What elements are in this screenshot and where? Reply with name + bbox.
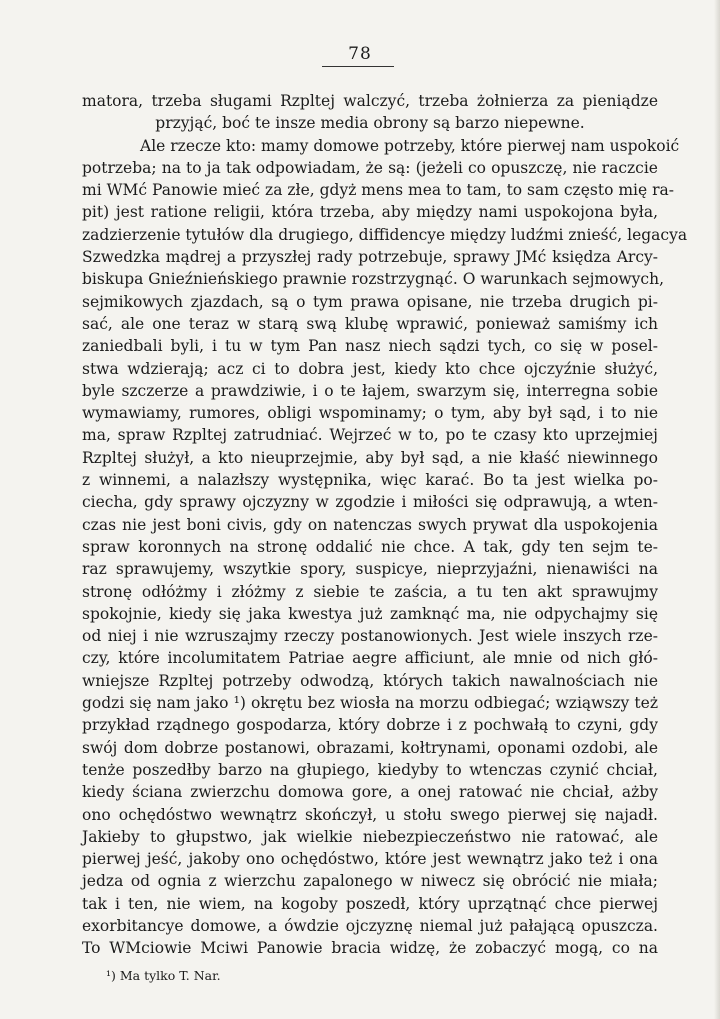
text-line: biskupa Gnieźnieńskiego prawnie rozstrzygnąć. O warunkach sejmowych, <box>82 270 665 289</box>
text-line: Rzpltej służył, a kto nieuprzejmie, aby był sąd, a nie kłaść niewinnego <box>82 448 658 467</box>
text-line: potrzeba; na to ja tak odpowiadam, że są: (jeżeli co opuszczę, nie raczcie <box>82 158 658 177</box>
text-line: To WMciowie Mciwi Panowie bracia widzę, że zobaczyć mogą, co na <box>82 939 658 958</box>
text-line: przyjąć, boć te insze media obrony są barzo niepewne. <box>155 114 585 133</box>
text-line: Szwedzka mądrej a przyszłej rady potrzebuje, sprawy JMć księdza Arcy- <box>82 248 658 267</box>
text-line: tak i ten, nie wiem, na kogoby poszedł, który uprzątnąć chce pierwej <box>82 894 658 913</box>
text-line: matora, trzeba sługami Rzpltej walczyć, trzeba żołnierza za pieniądze <box>82 92 658 110</box>
text-line: przykład rządnego gospodarza, który dobrze i z pochwałą to czyni, gdy <box>82 716 658 735</box>
text-line: swój dom dobrze postanowi, obrazami, kołtrynami, oponami ozdobi, ale <box>82 738 658 757</box>
text-line: spokojnie, kiedy się jaka kwestya już zamknąć ma, nie odpychajmy się <box>82 604 658 623</box>
text-line: zaniedbali byli, i tu w tym Pan nasz niech sądzi tych, co się w posel- <box>82 337 658 356</box>
text-line: wymawiamy, rumores, obligi wspominamy; o tym, aby był sąd, i to nie <box>82 404 658 423</box>
text-line: wniejsze Rzpltej potrzeby odwodzą, których takich nawalnościach nie <box>82 671 658 690</box>
text-line: czas nie jest boni civis, gdy on natenczas swych prywat dla uspokojenia <box>82 515 658 534</box>
text-line: kiedy ściana zwierzchu domowa gore, a onej ratować nie chciał, ażby <box>82 783 658 802</box>
text-line: stwa wdzierają; acz ci to dobra jest, kiedy kto chce ojczyźnie służyć, <box>82 359 658 378</box>
text-line: Ale rzecze kto: mamy domowe potrzeby, które pierwej nam uspokoić <box>140 136 680 155</box>
text-line: stronę odłóżmy i złóżmy z siebie te zaścia, a tu ten akt sprawujmy <box>82 582 658 601</box>
text-line: mi WMć Panowie mieć za złe, gdyż mens mea to tam, to sam często mię ra- <box>82 181 674 200</box>
text-line: pierwej jeść, jakoby ono ochędóstwo, które jest wewnątrz jako też i ona <box>82 850 658 869</box>
text-line: pit) jest ratione religii, która trzeba, aby między nami uspokojona była, <box>82 203 658 222</box>
text-line: godzi się nam jako ¹) okrętu bez wiosła na morzu odbiegać; wziąwszy też <box>82 694 658 713</box>
text-line: z winnemi, a nalazłszy występnika, więc karać. Bo ta jest wielka po- <box>82 471 658 490</box>
text-line: czy, które incolumitatem Patriae aegre afficiunt, ale mnie od nich głó- <box>82 649 658 668</box>
text-line: tenże poszedłby barzo na głupiego, kiedyby to wtenczas czynić chciał, <box>82 760 658 779</box>
text-line: ono ochędóstwo wewnątrz skończył, u stołu swego pierwej się najadł. <box>82 805 658 824</box>
text-line: jedza od ognia z wierzchu zapalonego w niwecz się obrócić nie miała; <box>82 872 658 891</box>
text-line: od niej i nie wzruszajmy rzeczy postanowionych. Jest wiele inszych rze- <box>82 627 658 646</box>
text-line: spraw koronnych na stronę oddalić nie chce. A tak, gdy ten sejm te- <box>82 537 658 556</box>
text-line: ciecha, gdy sprawy ojczyzny w zgodzie i miłości się odprawują, a wten- <box>82 493 658 512</box>
header-rule <box>322 66 394 67</box>
text-line: raz sprawujemy, wszytkie spory, suspicye, nieprzyjaźni, nienawiści na <box>82 560 658 579</box>
footnote: ¹) Ma tylko T. Nar. <box>106 968 221 983</box>
text-line: ma, spraw Rzpltej zatrudniać. Wejrzeć w to, po te czasy kto uprzejmiej <box>82 426 658 445</box>
text-line: exorbitancye domowe, a ówdzie ojczyznę niemal już pałającą opuszcza. <box>82 916 658 935</box>
text-line: sejmikowych zjazdach, są o tym prawa opisane, nie trzeba drugich pi- <box>82 292 658 311</box>
text-line: Jakieby to głupstwo, jak wielkie niebezpieczeństwo nie ratować, ale <box>82 827 658 846</box>
text-line: zadzierzenie tytułów dla drugiego, diffidencye między ludźmi znieść, legacya <box>82 225 688 244</box>
text-line: sać, ale one teraz w starą swą klubę wprawić, ponieważ samiśmy ich <box>82 314 658 333</box>
page-edge-shadow <box>714 0 720 1019</box>
body-text <box>82 90 688 960</box>
page-number: 78 <box>348 44 372 64</box>
text-line: byle szczerze a prawdziwie, i o te łajem, swarzym się, interregna sobie <box>82 381 658 400</box>
